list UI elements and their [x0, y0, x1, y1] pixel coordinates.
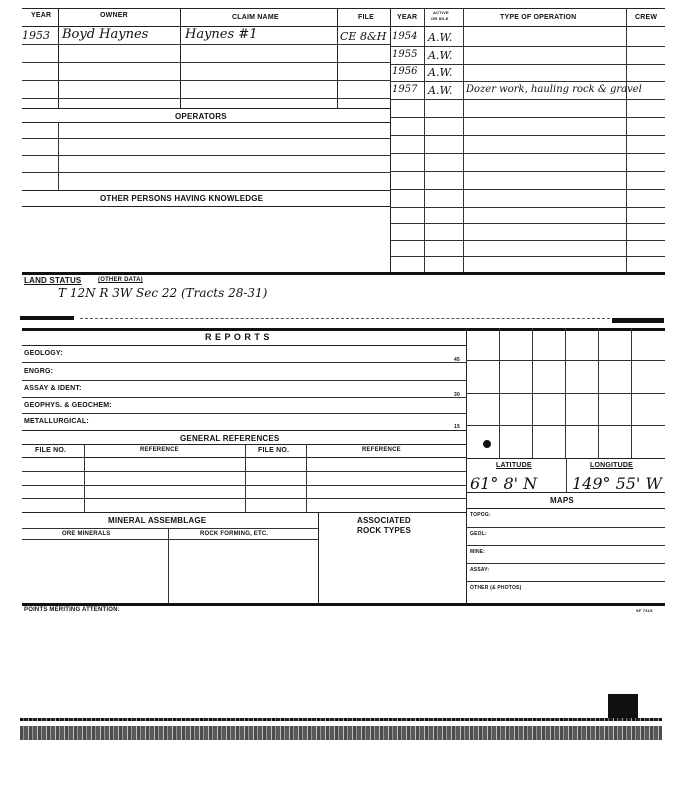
- op-status-4: A.W.: [428, 84, 453, 97]
- land-status-value: T 12N R 3W Sec 22 (Tracts 28-31): [58, 286, 268, 300]
- op-header-type: TYPE OF OPERATION: [500, 14, 577, 21]
- latitude-label: LATITUDE: [496, 462, 532, 469]
- latitude-value: 61° 8' N: [470, 474, 538, 493]
- scan-noise-band-2: [20, 726, 662, 740]
- file-1: CE 8&H: [340, 30, 387, 43]
- owner-name-1: Boyd Haynes: [62, 27, 149, 42]
- op-status-1: A.W.: [428, 31, 453, 44]
- scan-mark-right: [612, 318, 664, 323]
- reports-title: R E P O R T S: [205, 332, 270, 342]
- report-geology: GEOLOGY:: [24, 350, 63, 357]
- report-engrg: ENGRG:: [24, 368, 54, 375]
- report-num-45: 45: [454, 357, 460, 363]
- maps-other: OTHER (& PHOTOS): [470, 585, 522, 591]
- location-dot: [483, 440, 491, 448]
- report-metallurgical: METALLURGICAL:: [24, 418, 89, 425]
- maps-title: MAPS: [550, 496, 574, 505]
- maps-assay: ASSAY:: [470, 567, 490, 573]
- op-year-2: 1955: [392, 49, 418, 60]
- longitude-label: LONGITUDE: [590, 462, 634, 469]
- header-file: FILE: [358, 14, 374, 21]
- land-status-sublabel: (OTHER DATA): [98, 277, 143, 283]
- report-geophys: GEOPHYS. & GEOCHEM:: [24, 402, 112, 409]
- op-header-crew: CREW: [635, 14, 658, 21]
- header-owner: OWNER: [100, 12, 128, 19]
- col-rock-forming: ROCK FORMING, ETC.: [200, 531, 269, 537]
- op-year-1: 1954: [392, 31, 418, 42]
- longitude-value: 149° 55' W: [572, 474, 662, 493]
- scan-noise-band: [20, 718, 662, 721]
- other-persons-title: OTHER PERSONS HAVING KNOWLEDGE: [100, 194, 264, 203]
- report-num-30: 30: [454, 392, 460, 398]
- owner-year-1: 1953: [22, 29, 50, 42]
- report-num-15: 15: [454, 424, 460, 430]
- op-header-active: ACTIVE: [433, 10, 449, 15]
- scan-block: [608, 694, 638, 720]
- header-year: YEAR: [31, 12, 52, 19]
- op-year-3: 1956: [392, 66, 418, 77]
- operators-title: OPERATORS: [175, 112, 227, 121]
- col-file-no-1: FILE NO.: [35, 447, 67, 454]
- op-status-3: A.W.: [428, 66, 453, 79]
- col-reference-1: REFERENCE: [140, 447, 179, 453]
- op-status-2: A.W.: [428, 49, 453, 62]
- land-status-label: LAND STATUS: [24, 276, 82, 285]
- col-ore-minerals: ORE MINERALS: [62, 531, 111, 537]
- op-header-idle: OR IDLE: [431, 16, 449, 21]
- mineral-assemblage-title: MINERAL ASSEMBLAGE: [108, 516, 207, 525]
- scan-mark-left: [20, 316, 74, 320]
- maps-geol: GEOL:: [470, 531, 487, 537]
- op-type-4: Dozer work, hauling rock & gravel: [466, 84, 642, 95]
- associated-label-1: ASSOCIATED: [357, 516, 411, 525]
- col-file-no-2: FILE NO.: [258, 447, 290, 454]
- points-meriting-attention: POINTS MERITING ATTENTION:: [24, 607, 120, 613]
- op-year-4: 1957: [392, 84, 418, 95]
- maps-topog: TOPOG:: [470, 512, 491, 518]
- report-assay: ASSAY & IDENT:: [24, 385, 82, 392]
- general-references-title: GENERAL REFERENCES: [180, 434, 280, 443]
- header-claim-name: CLAIM NAME: [232, 14, 279, 21]
- col-reference-2: REFERENCE: [362, 447, 401, 453]
- associated-label-2: ROCK TYPES: [357, 526, 412, 535]
- op-header-year: YEAR: [397, 14, 418, 21]
- claim-name-1: Haynes #1: [185, 27, 258, 42]
- maps-mine: MINE:: [470, 549, 486, 555]
- form-number: SF 7315: [636, 608, 653, 613]
